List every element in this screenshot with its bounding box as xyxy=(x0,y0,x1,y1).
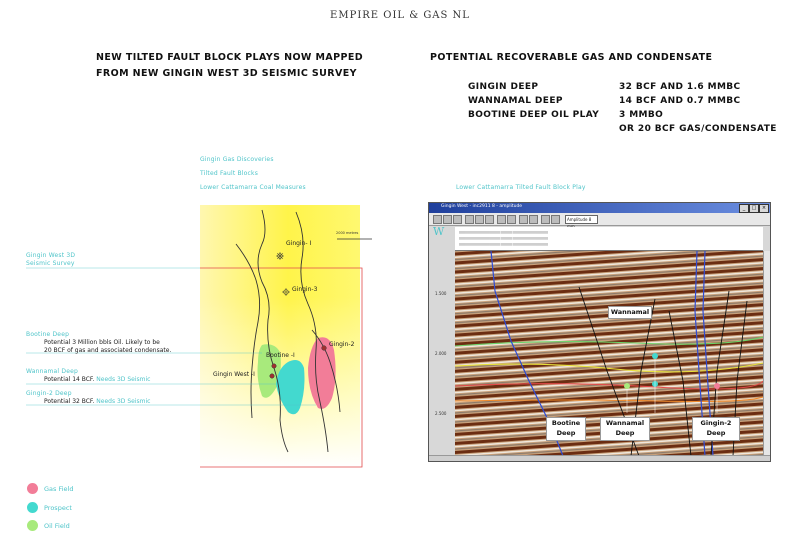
play-name: BOOTINE DEEP OIL PLAY xyxy=(468,110,600,120)
window-titlebar xyxy=(429,203,770,213)
left-heading-line1: NEW TILTED FAULT BLOCK PLAYS NOW MAPPED xyxy=(96,52,364,63)
bootine-annotation-line1: Potential 3 Million bbls Oil. Likely to be xyxy=(44,339,160,346)
bootine-marker xyxy=(624,383,630,389)
gingin1-well-icon xyxy=(276,252,284,260)
help-icon[interactable] xyxy=(551,215,560,224)
gingin2-annotation-text xyxy=(44,398,150,405)
label-wannamal: Wannamal xyxy=(608,306,652,319)
ruler-icon[interactable] xyxy=(507,215,516,224)
play-name: GINGIN DEEP xyxy=(468,82,539,92)
print-icon[interactable] xyxy=(453,215,462,224)
gingin2-marker xyxy=(714,383,720,389)
bootine1-label: Bootine -I xyxy=(266,352,295,359)
bootine-annotation-line2: 20 BCF of gas and associated condensate. xyxy=(44,347,172,354)
label-line: Wannamal xyxy=(605,419,645,427)
play-value: 14 BCF AND 0.7 MMBC xyxy=(619,96,741,106)
label-line: Gingin-2 xyxy=(700,419,732,427)
label-line: Deep xyxy=(556,429,576,437)
time-tick: 1.500 xyxy=(435,291,447,296)
gas-field-swatch xyxy=(27,483,38,494)
survey-annotation-title: Gingin West 3D xyxy=(26,252,76,259)
right-heading: POTENTIAL RECOVERABLE GAS AND CONDENSATE xyxy=(430,52,713,63)
gingin2-potential: Potential 32 BCF. xyxy=(44,398,95,405)
label-gingin2-deep xyxy=(692,417,740,441)
zoom-out-icon[interactable] xyxy=(475,215,484,224)
svg-text:||||||||||||||||||||||||||||||: |||||||||||||||||||||||||||||||||||||||||||||||||||||||||||||||||||||||||||||||||||||||| xyxy=(459,230,548,234)
settings-icon[interactable] xyxy=(541,215,550,224)
close-button[interactable]: × xyxy=(759,204,769,213)
bootine-annotation-title: Bootine Deep xyxy=(26,331,70,338)
gingin-west1-label: Gingin West -I xyxy=(213,371,255,378)
trace-header xyxy=(455,227,763,251)
wannamal-marker xyxy=(652,353,658,359)
label-gas-discoveries: Gingin Gas Discoveries xyxy=(200,156,274,163)
survey-annotation-sub: Seismic Survey xyxy=(26,260,75,267)
svg-text:||||||||||||||||||||||||||||||: |||||||||||||||||||||||||||||||||||||||||||||||||||||||||||||||||||||||||||||||||||||||| xyxy=(459,236,548,240)
gingin2-annotation-title: Gingin-2 Deep xyxy=(26,390,72,397)
zoom-in-icon[interactable] xyxy=(465,215,474,224)
label-bootine-deep xyxy=(546,417,586,441)
legend-gas-field: Gas Field xyxy=(44,485,74,493)
maximize-button[interactable]: □ xyxy=(749,204,759,213)
color-icon[interactable] xyxy=(519,215,528,224)
save-icon[interactable] xyxy=(443,215,452,224)
label-tilted-fault-blocks: Tilted Fault Blocks xyxy=(200,170,259,177)
app-logo: W xyxy=(433,225,445,238)
window-title: Gingin West - inc2911 8 - amplitude xyxy=(441,204,523,209)
grid-icon[interactable] xyxy=(529,215,538,224)
oil-field-swatch xyxy=(27,520,38,531)
label-line: Bootine xyxy=(551,419,581,427)
vertical-scrollbar[interactable] xyxy=(763,251,770,456)
pick-icon[interactable] xyxy=(497,215,506,224)
label-coal-measures: Lower Cattamarra Coal Measures xyxy=(200,184,306,191)
play-value: OR 20 BCF GAS/CONDENSATE xyxy=(619,124,777,134)
label-line: Deep xyxy=(706,429,726,437)
label-wannamal-deep xyxy=(600,417,650,441)
gingin2-label: Gingin-2 xyxy=(329,341,355,348)
svg-text:||||||||||||||||||||||||||||||: |||||||||||||||||||||||||||||||||||||||||||||||||||||||||||||||||||||||||||||||||||||||| xyxy=(459,242,548,246)
gingin1-label: Gingin- I xyxy=(286,240,312,247)
scale-label: 2000 metres xyxy=(336,231,359,235)
pan-icon[interactable] xyxy=(485,215,494,224)
seismic-viewer-window xyxy=(428,202,771,462)
time-tick: 2.000 xyxy=(435,351,447,356)
company-name: EMPIRE OIL & GAS NL xyxy=(330,10,470,21)
play-name: WANNAMAL DEEP xyxy=(468,96,563,106)
display-select[interactable]: Amplitude 8 xyxy=(565,215,598,224)
play-value: 3 MMBO xyxy=(619,110,664,120)
map-fade xyxy=(200,205,360,467)
gingin3-label: Gingin-3 xyxy=(292,286,318,293)
wannamal-potential: Potential 14 BCF. xyxy=(44,376,95,383)
open-icon[interactable] xyxy=(433,215,442,224)
header-tick-rows xyxy=(455,227,763,250)
time-tick: 2.500 xyxy=(435,411,447,416)
label-line: Deep xyxy=(615,429,635,437)
play-value: 32 BCF AND 1.6 MMBC xyxy=(619,82,741,92)
gingin2-need: Needs 3D Seismic xyxy=(96,398,151,405)
left-heading-line2: FROM NEW GINGIN WEST 3D SEISMIC SURVEY xyxy=(96,68,357,79)
wannamal-annotation-text xyxy=(44,376,150,383)
wannamal-need: Needs 3D Seismic xyxy=(96,376,151,383)
wannamal-annotation-title: Wannamal Deep xyxy=(26,368,79,375)
legend-oil-field: Oil Field xyxy=(44,522,70,530)
minimize-button[interactable]: _ xyxy=(739,204,749,213)
window-toolbar xyxy=(429,213,770,226)
status-bar xyxy=(429,455,770,461)
prospect-swatch xyxy=(27,502,38,513)
gingin2-well-icon xyxy=(322,346,327,351)
legend-prospect: Prospect xyxy=(44,504,72,512)
seismic-caption: Lower Cattamarra Tilted Fault Block Play xyxy=(456,184,586,191)
